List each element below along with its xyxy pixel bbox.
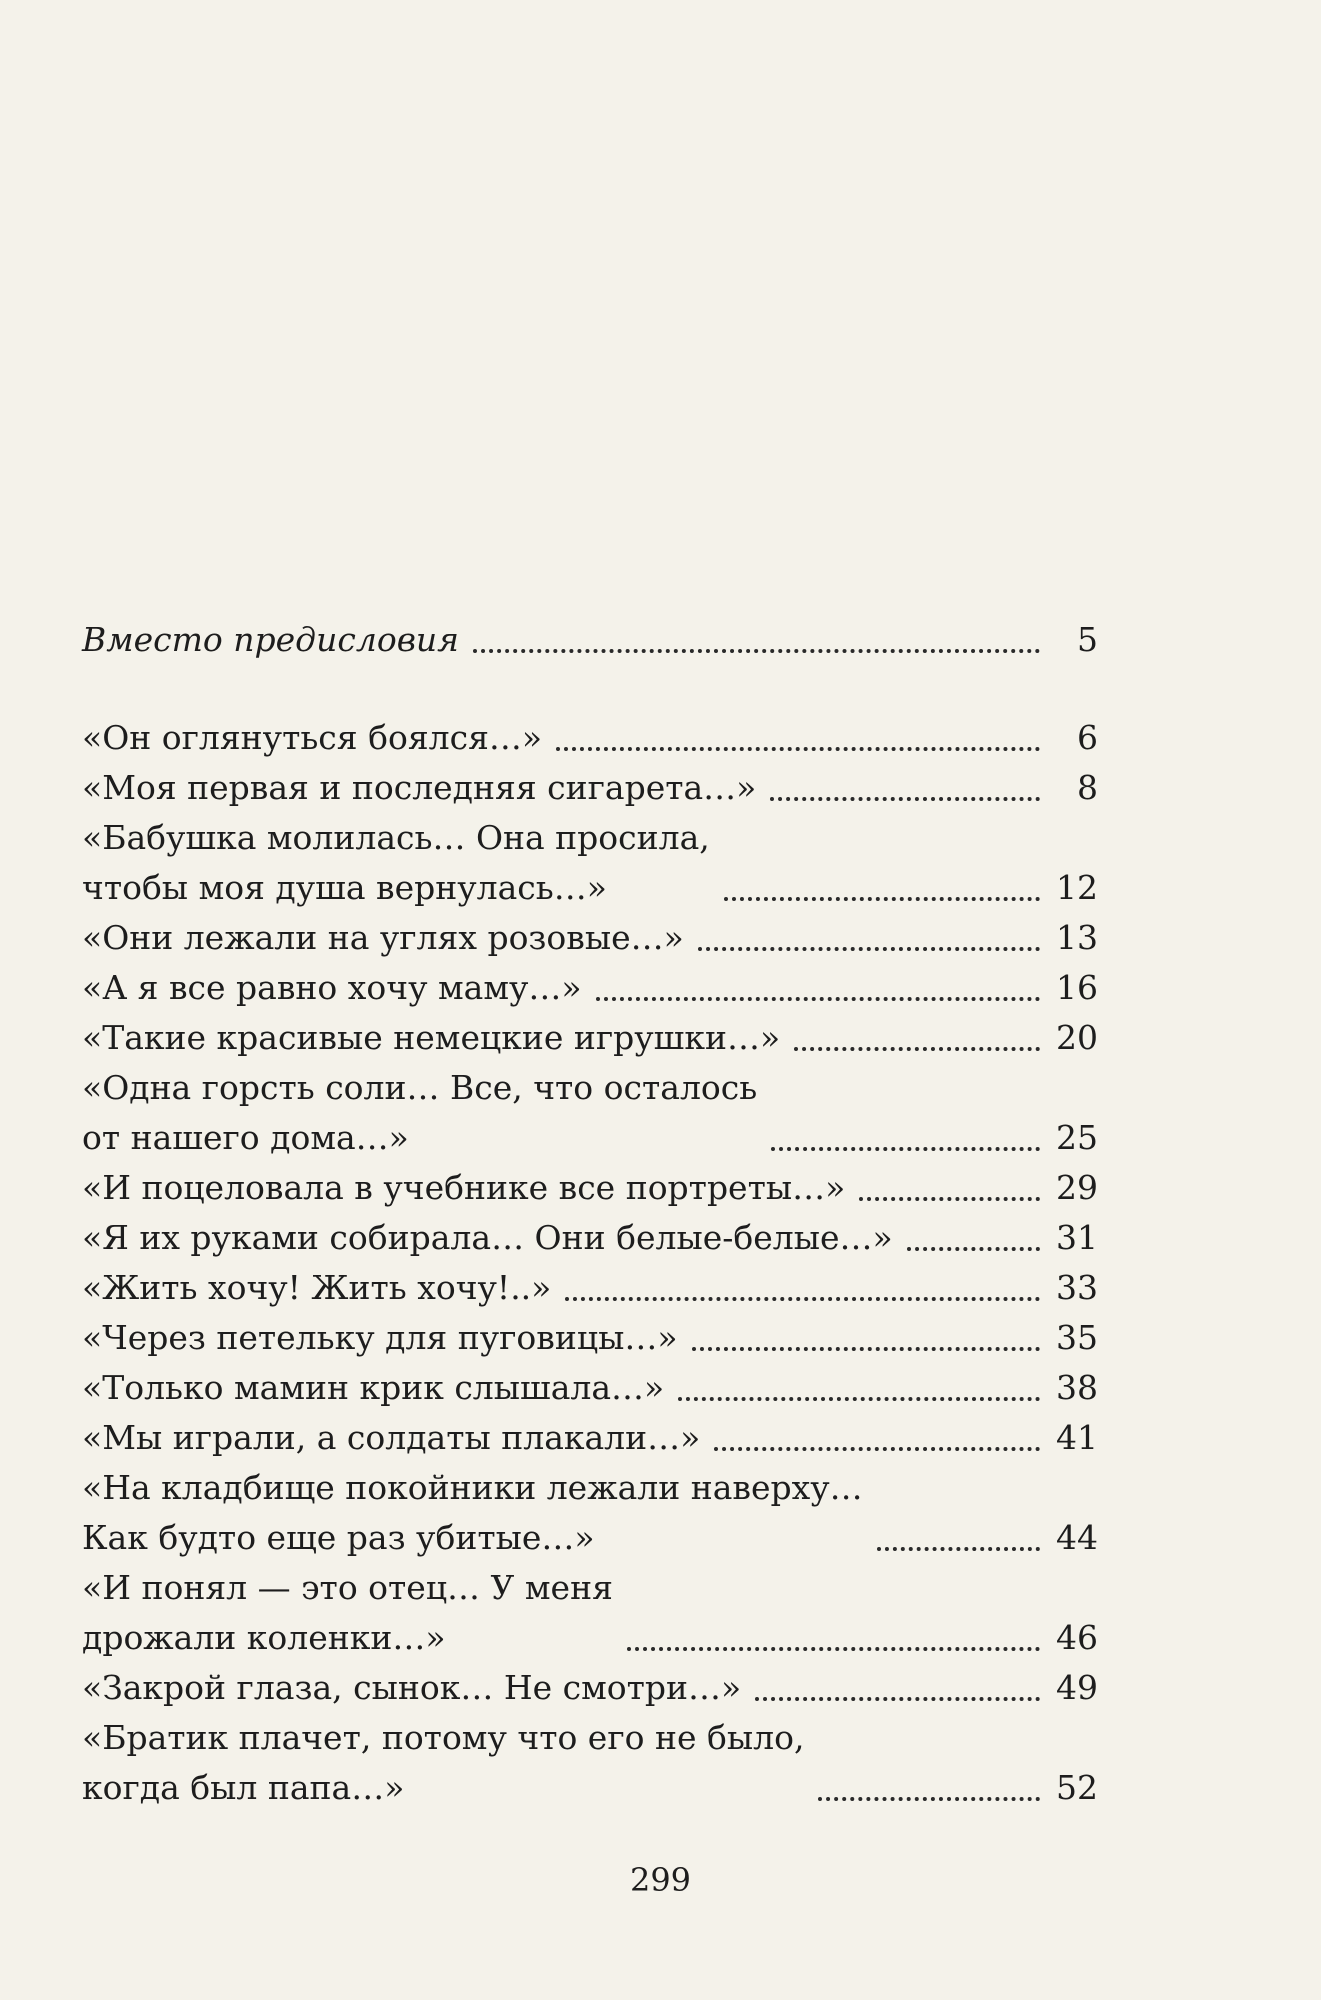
dot-leader <box>473 649 1040 653</box>
toc-entry <box>82 1713 1098 1813</box>
toc-entry-page: 25 <box>1056 1118 1098 1157</box>
dot-leader <box>556 747 1040 751</box>
toc-entry-page: 29 <box>1056 1168 1098 1207</box>
toc-entry-title: «Одна горсть соли… Все, что осталось от нашего дома…» <box>82 1068 758 1157</box>
toc-entry-title: «Мы играли, а солдаты плакали…» <box>82 1418 701 1457</box>
toc-entry <box>82 1263 1098 1313</box>
toc-entry-page: 33 <box>1056 1268 1098 1307</box>
dot-leader <box>859 1197 1040 1201</box>
dot-leader <box>678 1397 1040 1401</box>
toc-entry <box>82 1363 1098 1413</box>
toc-entry-title: «Такие красивые немецкие игрушки…» <box>82 1018 781 1057</box>
dot-leader <box>596 997 1040 1001</box>
toc-entry <box>82 1413 1098 1463</box>
toc-entry-title: «Он оглянуться боялся…» <box>82 718 543 757</box>
toc-entry-preface <box>82 615 1098 665</box>
toc-entry-page: 41 <box>1056 1418 1098 1457</box>
toc-entry-title: «Моя первая и последняя сигарета…» <box>82 768 757 807</box>
toc-entry-title: «И поцеловала в учебнике все портреты…» <box>82 1168 846 1207</box>
toc-entry-page: 52 <box>1056 1768 1098 1807</box>
dot-leader <box>724 897 1040 901</box>
toc-entry-title: «Я их руками собирала… Они белые-белые…» <box>82 1218 893 1257</box>
toc-entry-page: 20 <box>1056 1018 1098 1057</box>
toc-entry-title: «Жить хочу! Жить хочу!..» <box>82 1268 552 1307</box>
toc-entry <box>82 763 1098 813</box>
toc-entry-title: «И понял — это отец… У меня дрожали коленки…» <box>82 1568 613 1657</box>
toc-entry-title: «Братик плачет, потому что его не было, когда был папа…» <box>82 1718 805 1807</box>
toc-entry-page: 35 <box>1056 1318 1098 1357</box>
toc-entry <box>82 1013 1098 1063</box>
dot-leader <box>818 1797 1040 1801</box>
toc-entry-title: «Они лежали на углях розовые…» <box>82 918 684 957</box>
dot-leader <box>755 1697 1040 1701</box>
toc-entry <box>82 1313 1098 1363</box>
toc-entry <box>82 1163 1098 1213</box>
dot-leader <box>692 1347 1040 1351</box>
toc-entry-title: «Закрой глаза, сынок… Не смотри…» <box>82 1668 742 1707</box>
toc-entry-page: 38 <box>1056 1368 1098 1407</box>
toc-entry <box>82 913 1098 963</box>
dot-leader <box>714 1447 1040 1451</box>
table-of-contents <box>82 615 1098 1813</box>
dot-leader <box>770 797 1040 801</box>
toc-entry-page: 31 <box>1056 1218 1098 1257</box>
toc-entry-page: 12 <box>1056 868 1098 907</box>
toc-entry-page: 46 <box>1056 1618 1098 1657</box>
toc-entry <box>82 1063 1098 1163</box>
toc-entry-page: 44 <box>1056 1518 1098 1557</box>
toc-entry-page: 13 <box>1056 918 1098 957</box>
dot-leader <box>907 1247 1040 1251</box>
toc-entry <box>82 1663 1098 1713</box>
toc-entry-page: 49 <box>1056 1668 1098 1707</box>
toc-entry-page: 8 <box>1077 768 1098 807</box>
toc-entry <box>82 813 1098 913</box>
toc-entry-title: «На кладбище покойники лежали наверху… Как будто еще раз убитые…» <box>82 1468 863 1557</box>
toc-entry-page: 6 <box>1077 718 1098 757</box>
toc-entry-page: 16 <box>1056 968 1098 1007</box>
dot-leader <box>565 1297 1040 1301</box>
toc-entry <box>82 1213 1098 1263</box>
toc-entry <box>82 963 1098 1013</box>
page-number: 299 <box>629 1861 692 1899</box>
dot-leader <box>698 947 1040 951</box>
toc-entry <box>82 1463 1098 1563</box>
dot-leader <box>771 1147 1040 1151</box>
toc-entry-title: «А я все равно хочу маму…» <box>82 968 582 1007</box>
toc-entry-title: Вместо предисловия <box>82 620 460 659</box>
toc-entry-title: «Только мамин крик слышала…» <box>82 1368 665 1407</box>
toc-entry-page: 5 <box>1077 620 1098 659</box>
dot-leader <box>627 1647 1040 1651</box>
toc-entry-title: «Бабушка молилась… Она просила, чтобы моя душа вернулась…» <box>82 818 710 907</box>
toc-entry-title: «Через петельку для пуговицы…» <box>82 1318 678 1357</box>
toc-entry <box>82 1563 1098 1663</box>
dot-leader <box>794 1047 1040 1051</box>
toc-entry <box>82 713 1098 763</box>
dot-leader <box>877 1547 1040 1551</box>
